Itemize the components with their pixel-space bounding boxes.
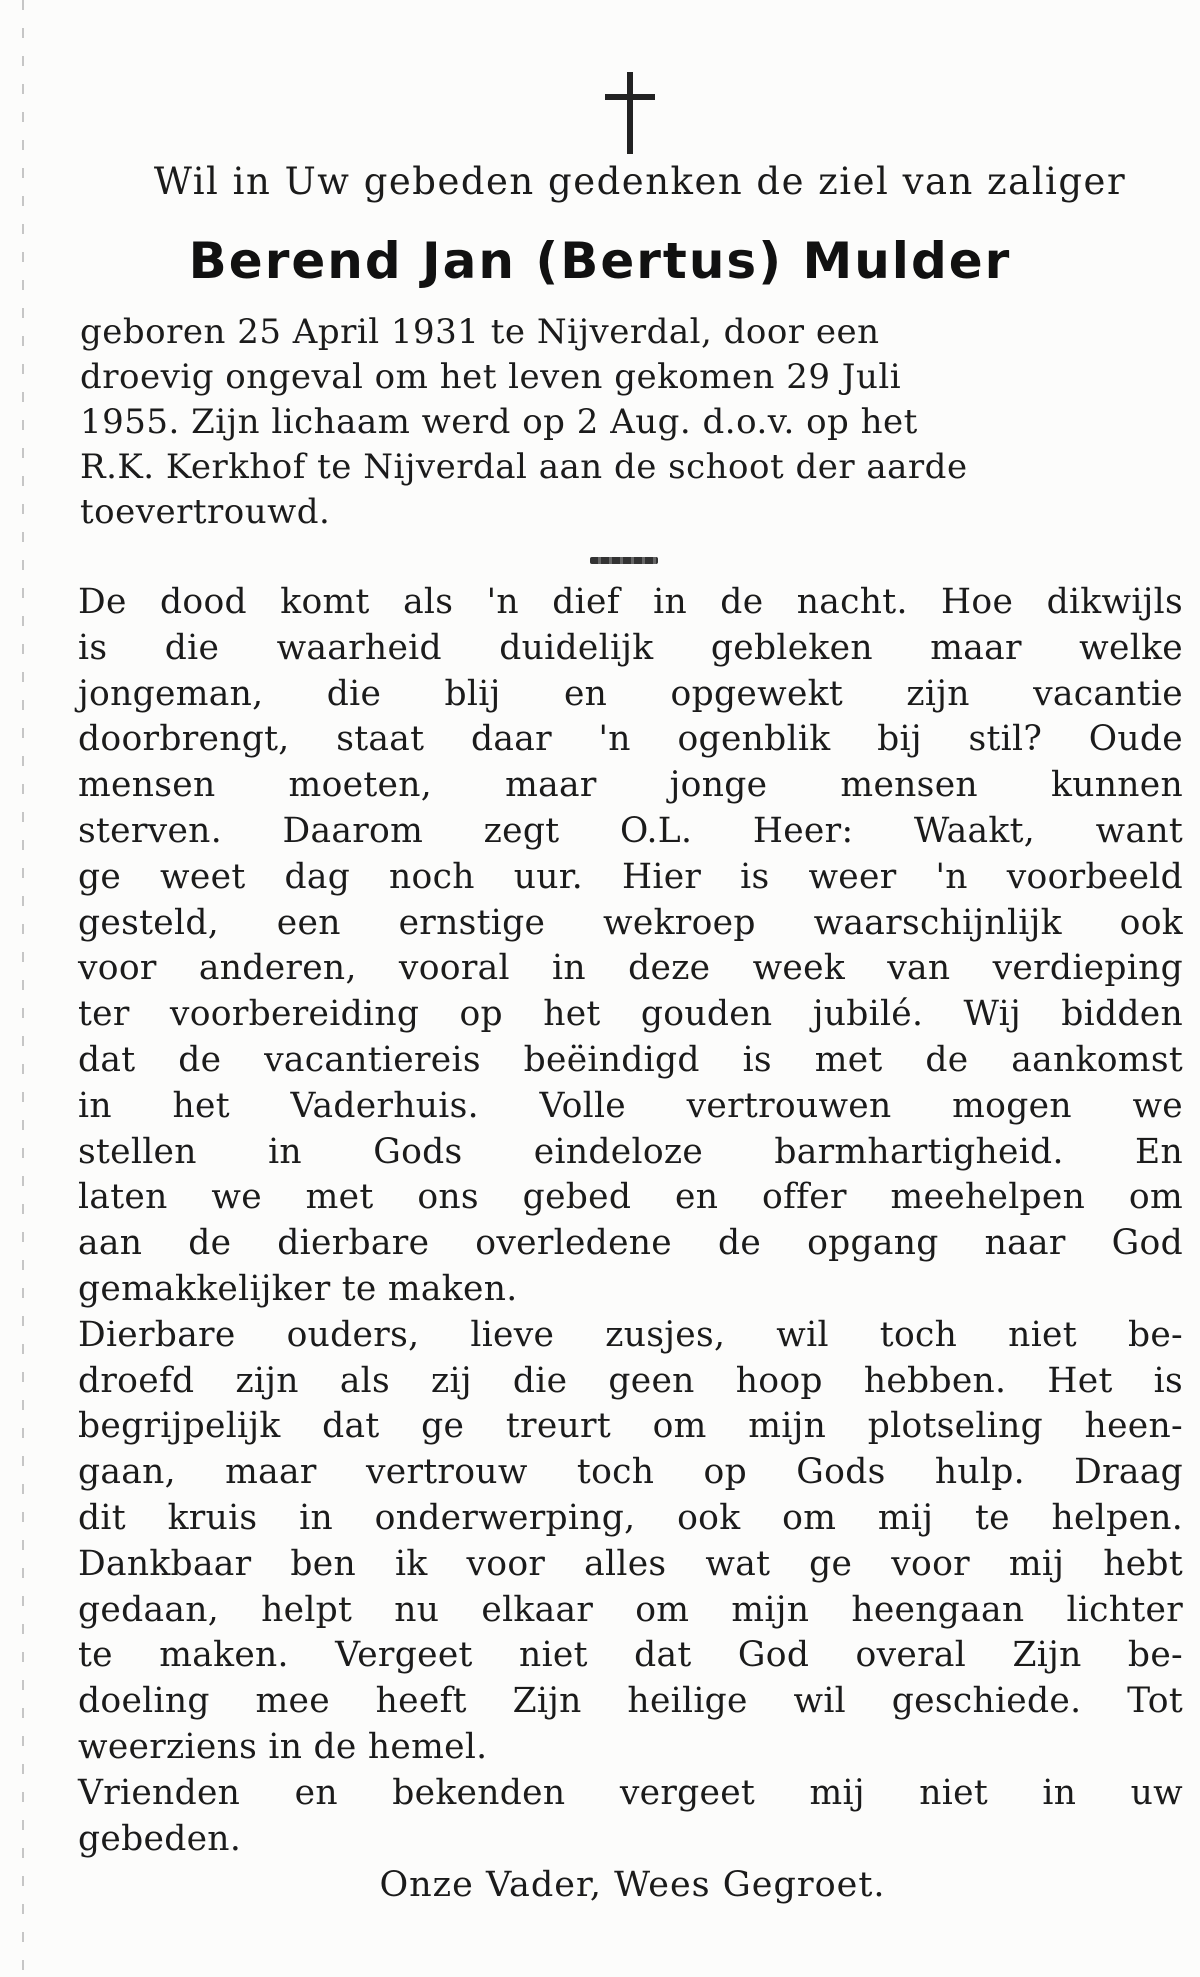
body-line: droefd zijn als zij die geen hoop hebben. Het is bbox=[78, 1360, 1183, 1401]
divider-ornament bbox=[590, 557, 658, 564]
deceased-name: Berend Jan (Bertus) Mulder bbox=[188, 232, 1012, 290]
body-line: sterven. Daarom zegt O.L. Heer: Waakt, want bbox=[78, 810, 1183, 851]
body-paragraph bbox=[78, 580, 1183, 1862]
body-line: gaan, maar vertrouw toch op Gods hulp. Draag bbox=[78, 1452, 1183, 1493]
body-line: gebeden. bbox=[78, 1818, 242, 1859]
birth-line: R.K. Kerkhof te Nijverdal aan de schoot der aarde bbox=[80, 447, 968, 487]
body-line: De dood komt als 'n dief in de nacht. Hoe dikwijls bbox=[78, 582, 1183, 622]
body-line: voor anderen, vooral in deze week van verdieping bbox=[78, 948, 1183, 989]
body-line: stellen in Gods eindeloze barmhartigheid. En bbox=[78, 1131, 1183, 1172]
body-line: in het Vaderhuis. Volle vertrouwen mogen we bbox=[78, 1085, 1183, 1126]
body-line: Dankbaar ben ik voor alles wat ge voor mij hebt bbox=[78, 1543, 1183, 1584]
body-line: is die waarheid duidelijk gebleken maar welke bbox=[78, 627, 1183, 668]
body-line: aan de dierbare overledene de opgang naar God bbox=[78, 1223, 1183, 1264]
body-line: Dierbare ouders, lieve zusjes, wil toch niet be- bbox=[78, 1314, 1183, 1355]
closing-prayer: Onze Vader, Wees Gegroet. bbox=[379, 1865, 886, 1905]
birth-line: toevertrouwd. bbox=[80, 492, 331, 532]
body-line: begrijpelijk dat ge treurt om mijn plotseling heen- bbox=[78, 1406, 1183, 1447]
body-line: Vrienden en bekenden vergeet mij niet in uw bbox=[78, 1772, 1183, 1813]
body-line: gemakkelijker te maken. bbox=[78, 1268, 518, 1309]
birth-paragraph bbox=[80, 310, 1185, 535]
intro-line: Wil in Uw gebeden gedenken de ziel van zaliger bbox=[153, 160, 1127, 203]
birth-line: geboren 25 April 1931 te Nijverdal, door een bbox=[80, 312, 880, 352]
body-line: dit kruis in onderwerping, ook om mij te helpen. bbox=[78, 1497, 1183, 1538]
cross-icon bbox=[605, 72, 655, 154]
body-line: te maken. Vergeet niet dat God overal Zijn be- bbox=[78, 1635, 1183, 1676]
body-line: jongeman, die blij en opgewekt zijn vacantie bbox=[78, 673, 1183, 714]
birth-line: droevig ongeval om het leven gekomen 29 Juli bbox=[80, 357, 902, 397]
body-line: ge weet dag noch uur. Hier is weer 'n voorbeeld bbox=[78, 856, 1183, 897]
body-line: weerziens in de hemel. bbox=[78, 1726, 488, 1767]
body-line: doorbrengt, staat daar 'n ogenblik bij stil? Oude bbox=[78, 719, 1183, 760]
body-line: ter voorbereiding op het gouden jubilé. Wij bidden bbox=[78, 994, 1183, 1035]
birth-line: 1955. Zijn lichaam werd op 2 Aug. d.o.v. op het bbox=[80, 402, 918, 442]
body-line: dat de vacantiereis beëindigd is met de aankomst bbox=[78, 1039, 1183, 1080]
body-line: gesteld, een ernstige wekroep waarschijnlijk ook bbox=[78, 902, 1183, 943]
body-line: doeling mee heeft Zijn heilige wil geschiede. Tot bbox=[78, 1681, 1183, 1722]
body-line: laten we met ons gebed en offer meehelpen om bbox=[78, 1177, 1183, 1218]
scan-edge-line bbox=[22, 0, 24, 1977]
body-line: gedaan, helpt nu elkaar om mijn heengaan lichter bbox=[78, 1589, 1183, 1630]
body-line: mensen moeten, maar jonge mensen kunnen bbox=[78, 765, 1183, 806]
